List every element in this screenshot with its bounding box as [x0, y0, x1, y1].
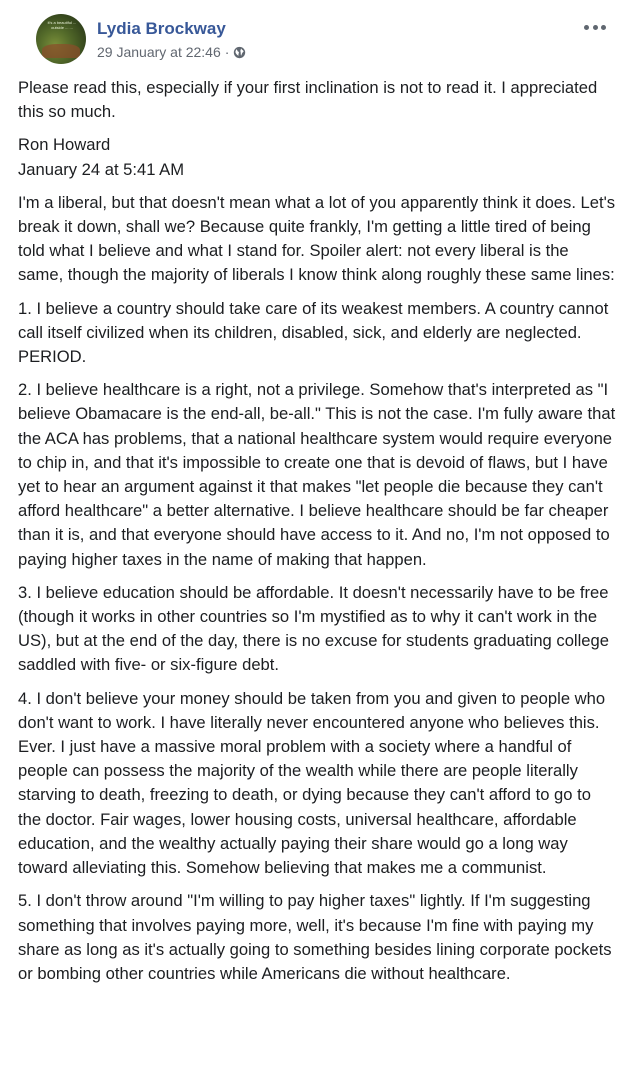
post-header	[18, 0, 620, 72]
post-paragraph: 4. I don't believe your money should be taken from you and given to people who don't want to work. I have literally never encountered anyone who believes this. Ever. I just have a massive moral problem with a society where a handful of people can possess the majority of the wealth while there are people literally starving to death, freezing to death, or dying because they can't afford to go to the doctor. Fair wages, lower housing costs, universal healthcare, affordable education, and the wealthy actually paying their share would go a long way toward alleviating this. Somehow believing that makes me a communist.	[18, 688, 606, 878]
author-name-link[interactable]: Lydia Brockway	[97, 19, 226, 38]
meta-separator: ·	[224, 44, 230, 60]
avatar-caption: it's a beautiful ... outside ... ...	[47, 20, 77, 30]
author-avatar[interactable]	[36, 14, 86, 64]
post-paragraph: 2. I believe healthcare is a right, not a privilege. Somehow that's interpreted as "I believe Obamacare is the end-all, be-all." This is not the case. I'm fully aware that the ACA has problems, that a national healthcare system would require everyone to chip in, and that it's impossible to create one that is devoid of flaws, but I have yet to hear an argument against it that makes "let people die because they can't afford healthcare" a better alternative. I believe healthcare should be far cheaper than it is, and that everyone should have access to it. And no, I'm not opposed to paying higher taxes in the name of making that happen.	[18, 380, 616, 569]
post-paragraph: 5. I don't throw around "I'm willing to pay higher taxes" lightly. If I'm suggesting something that involves paying more, well, it's because I'm fine with paying my share as long as it's actually going to something besides lining corporate pockets or bombing other countries while Americans die without healthcare.	[18, 891, 612, 983]
post-paragraph: 3. I believe education should be affordable. It doesn't necessarily have to be free (though it works in other countries so I'm mystified as to why it can't work in the US), but at the end of the day, there is no excuse for students graduating college saddled with five- or six-figure debt.	[18, 582, 609, 675]
quoted-date: January 24 at 5:41 AM	[18, 159, 185, 179]
post-meta	[97, 44, 246, 60]
more-options-icon[interactable]	[584, 20, 606, 34]
post-intro: Please read this, especially if your first inclination is not to read it. I appreciated this so much.	[18, 78, 598, 122]
post-paragraph: 1. I believe a country should take care of its weakest members. A country cannot call itself civilized when its children, disabled, sick, and elderly are neglected. PERIOD.	[18, 298, 609, 367]
quoted-header	[18, 133, 618, 181]
post-timestamp[interactable]: 29 January at 22:46	[97, 44, 221, 60]
post-paragraph: I'm a liberal, but that doesn't mean what a lot of you apparently think it does. Let's break it down, shall we? Because quite frankly, I'm getting a little tired of being told what I believe and what I stand for. Spoiler alert: not every liberal is the same, though the majority of liberals I know think along roughly these same lines:	[18, 192, 616, 285]
globe-icon[interactable]	[233, 46, 246, 59]
quoted-author: Ron Howard	[18, 135, 111, 155]
post-body	[18, 76, 618, 995]
